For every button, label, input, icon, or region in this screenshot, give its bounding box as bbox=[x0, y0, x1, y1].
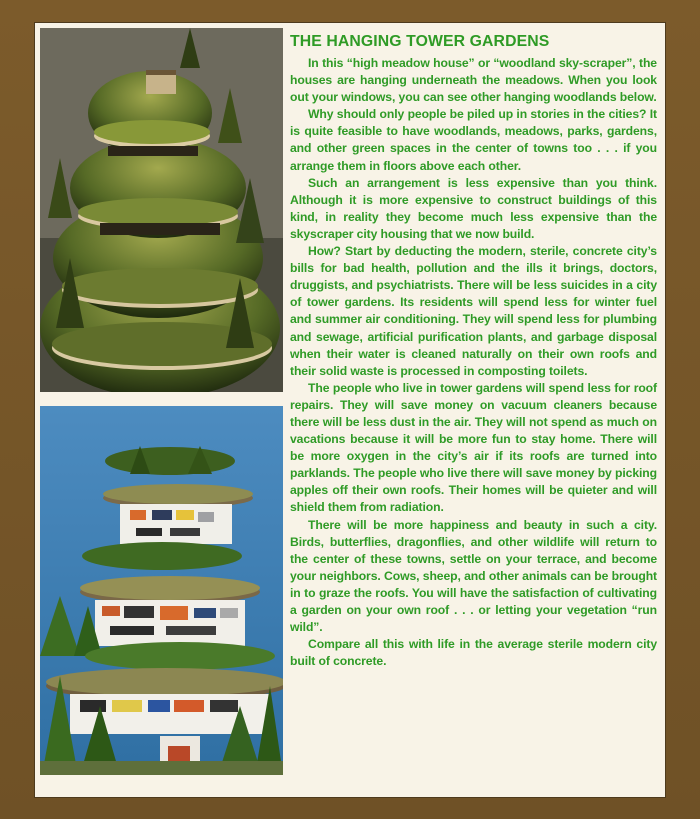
article-paragraph: There will be more happiness and beauty in such a city. Birds, butterflies, dragonflies, and other wildlife will return to the center of these towns, settle on your terrace, and become your neighbors. Cows, sheep, and other animals can be brought in to graze the roofs. You will have the satisfaction of cultivating a garden on your own roof . . . or letting your vegetation “run wild”. bbox=[290, 517, 657, 635]
article-paragraph: Compare all this with life in the average sterile modern city built of concrete. bbox=[290, 637, 657, 669]
article bbox=[290, 33, 657, 670]
page-panel bbox=[34, 22, 666, 798]
tower-garden-model-photo-top bbox=[40, 28, 283, 392]
tower-garden-model-photo-bottom bbox=[40, 406, 283, 775]
article-paragraph: Why should only people be piled up in stories in the cities? It is quite feasible to have woodlands, meadows, parks, gardens, and other green spaces in the center of towns too . . . if you arrange them in floors above each other. bbox=[290, 107, 657, 173]
article-paragraph: How? Start by deducting the modern, sterile, concrete city’s bills for bad health, pollution and the ills it brings, doctors, druggists, and psychiatrists. There will be less suicides in a city of tower gardens. Its residents will spend less for winter fuel and summer air conditioning. They will spend less for plumbing and sewage, artificial purification plants, and garbage disposal when their water is cleaned naturally on their own roofs and their solid waste is processed in composting toilets. bbox=[290, 244, 657, 378]
article-paragraph: In this “high meadow house” or “woodland sky-scraper”, the houses are hanging underneath the meadows. When you look out your windows, you can see other hanging woodlands below. bbox=[290, 56, 657, 105]
article-paragraph: The people who live in tower gardens will spend less for roof repairs. They will save money on vacuum cleaners because there will be less dust in the air. They will not spend as much on vacations because it will be more fun to stay home. There will be more oxygen in the city’s air if its roofs are turned into parklands. The people who live there will save money by picking apples off their own roofs. Their homes will be quieter and will shield them from radiation. bbox=[290, 380, 657, 515]
article-title: THE HANGING TOWER GARDENS bbox=[290, 33, 550, 50]
article-paragraph: Such an arrangement is less expensive than you think. Although it is more expensive to construct buildings of this kind, in reality they become much less expensive than the skyscraper city housing that we now build. bbox=[290, 175, 657, 241]
